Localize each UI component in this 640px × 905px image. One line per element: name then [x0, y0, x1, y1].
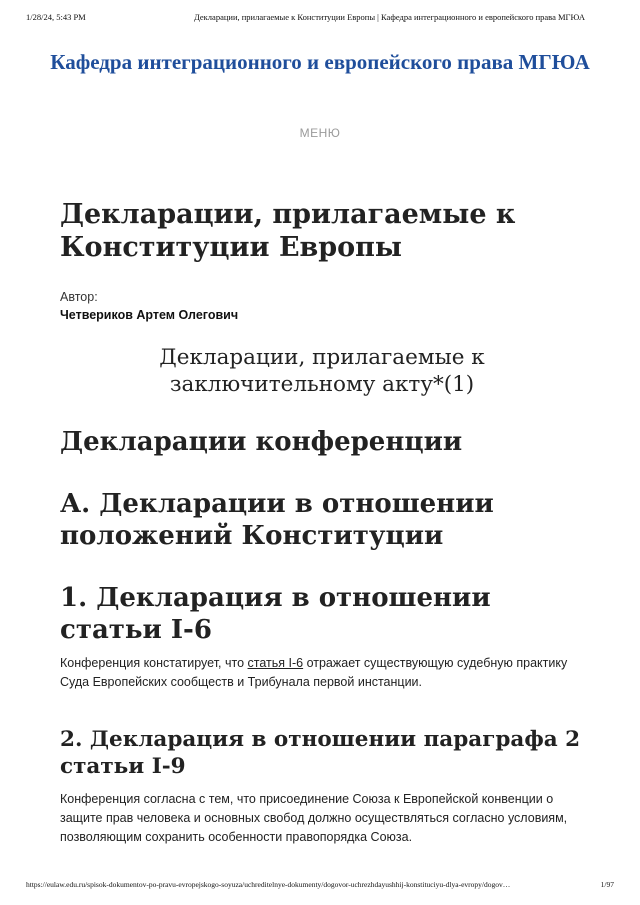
section-heading: Декларации конференции — [60, 427, 463, 457]
declaration-2-heading: 2. Декларация в отношении параграфа 2 статьи I-9 — [60, 727, 581, 779]
article-i6-link[interactable]: статья I-6 — [247, 656, 304, 670]
author-name: Четвериков Артем Олегович — [60, 308, 239, 322]
menu-button[interactable]: МЕНЮ — [299, 126, 341, 140]
declaration-1-text — [60, 654, 584, 692]
print-page-title: Декларации, прилагаемые к Конституции Европы | Кафедра интеграционного и европейского права МГЮА — [194, 12, 585, 22]
document-subtitle: Декларации, прилагаемые к заключительному акту*(1) — [159, 345, 485, 397]
page-number: 1/97 — [600, 880, 614, 889]
author-label: Автор: — [60, 290, 98, 304]
site-title[interactable]: Кафедра интеграционного и европейского права МГЮА — [50, 50, 590, 74]
print-footer — [26, 880, 614, 892]
declaration-2-text: Конференция согласна с тем, что присоединение Союза к Европейской конвенции о защите прав человека и основных свобод должно осуществляться согласно условиям, позволяющим сохранить особенности правопорядка Союза. — [60, 792, 568, 844]
print-header — [26, 12, 614, 24]
declaration-1-heading: 1. Декларация в отношении статьи I-6 — [60, 583, 491, 645]
subsection-heading: А. Декларации в отношении положений Конституции — [60, 489, 494, 551]
declaration-1-text-start: Конференция констатирует, что — [60, 656, 248, 670]
article — [60, 198, 584, 847]
declaration-1-text-end: отражает существующую судебную практику Суда Европейских сообществ и Трибунала первой инстанции. — [60, 656, 568, 689]
print-url: https://eulaw.edu.ru/spisok-dokumentov-po-pravu-evropejskogo-soyuza/uchreditelnye-dokumenty/dogovor-uchrezhdayushhij-konstituciyu-dlya-evropy/dogov… — [26, 880, 511, 889]
print-datetime: 1/28/24, 5:43 PM — [26, 12, 86, 22]
article-title: Декларации, прилагаемые к Конституции Европы — [60, 199, 516, 263]
